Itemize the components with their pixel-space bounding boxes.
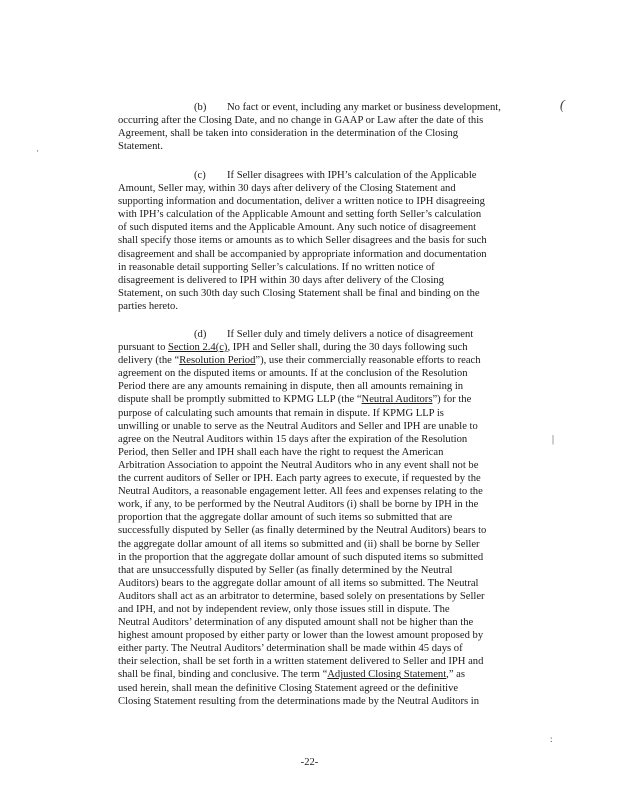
paragraph-line: Auditors shall act as an arbitrator to determine, based solely on presentations by Seller bbox=[118, 590, 485, 602]
paragraph-line: Amount, Seller may, within 30 days after delivery of the Closing Statement and bbox=[118, 183, 456, 195]
paragraph-line: the current auditors of Seller or IPH. Each party agrees to execute, if requested by the bbox=[118, 473, 481, 485]
paragraph-line: occurring after the Closing Date, and no change in GAAP or Law after the date of this bbox=[118, 115, 484, 127]
paragraph-line: and IPH, and not by independent review, only those issues still in dispute. The bbox=[118, 603, 450, 615]
paragraph-line: Auditors) bears to the aggregate dollar amount of all items so submitted. The Neutral bbox=[118, 577, 479, 589]
paragraph-line: with IPH’s calculation of the Applicable Amount and setting forth Seller’s calculation bbox=[118, 209, 482, 221]
page-number: -22- bbox=[300, 757, 319, 768]
paragraph-line: Arbitration Association to appoint the Neutral Auditors who in any event shall not be bbox=[118, 459, 479, 471]
paragraph-line: parties hereto. bbox=[118, 300, 179, 312]
paragraph-line: successfully disputed by Seller (as finally determined by the Neutral Auditors) bears to bbox=[118, 525, 487, 537]
paragraph-line: purpose of calculating such amounts that remain in dispute. If KPMG LLP is bbox=[118, 407, 444, 419]
paragraph-line: in the proportion that the aggregate dollar amount of such disputed items so submitted bbox=[118, 551, 484, 563]
paragraph-line: Statement, on such 30th day such Closing Statement shall be final and binding on the bbox=[118, 287, 480, 299]
paragraph-line: (b) No fact or event, including any market or business development, bbox=[194, 102, 501, 113]
paragraph-line: supporting information and documentation, deliver a written notice to IPH disagreeing bbox=[118, 196, 485, 208]
section-reference-link: Section 2.4(c) bbox=[168, 342, 228, 354]
defined-term-adjusted-closing-statement: Adjusted Closing Statement bbox=[327, 669, 447, 681]
paragraph-line: Closing Statement resulting from the determinations made by the Neutral Auditors in bbox=[118, 695, 480, 707]
margin-dot-mark: · bbox=[36, 146, 39, 156]
paragraph-line: pursuant to Section 2.4(c), IPH and Seller shall, during the 30 days following such bbox=[118, 342, 468, 354]
paragraph-line: Neutral Auditors’ determination of any disputed amount shall not be higher than the bbox=[118, 617, 474, 629]
paragraph-line: used herein, shall mean the definitive Closing Statement agreed or the definitive bbox=[118, 682, 459, 694]
paragraph-line: unwilling or unable to serve as the Neutral Auditors and Seller and IPH are unable to bbox=[118, 420, 478, 432]
paragraph-line: dispute shall be promptly submitted to KPMG LLP (the “Neutral Auditors”) for the bbox=[118, 394, 472, 406]
paragraph-line: of such disputed items and the Applicable Amount. Any such notice of disagreement bbox=[118, 222, 477, 234]
paragraph-line: Agreement, shall be taken into consideration in the determination of the Closing bbox=[118, 128, 459, 140]
paragraph-line: that are unsuccessfully disputed by Seller (as finally determined by the Neutral bbox=[118, 564, 453, 576]
paragraph-line: shall specify those items or amounts as to which Seller disagrees and the basis for such bbox=[118, 235, 487, 247]
paragraph-line: proportion that the aggregate dollar amount of such items so submitted that are bbox=[118, 512, 453, 524]
paragraph-line: their selection, shall be set forth in a written statement delivered to Seller and IPH and bbox=[118, 656, 484, 668]
defined-term-resolution-period: Resolution Period bbox=[179, 355, 256, 367]
paragraph-line: highest amount proposed by either party or lower than the lowest amount proposed by bbox=[118, 630, 484, 642]
paragraph-c bbox=[118, 169, 526, 313]
margin-bracket-mark: ( bbox=[558, 97, 567, 114]
paragraph-line: disagreement and shall be accompanied by appropriate information and documentation bbox=[118, 248, 487, 260]
paragraph-line: shall be final, binding and conclusive. The term “Adjusted Closing Statement,” as bbox=[118, 669, 465, 681]
paragraph-line: Statement. bbox=[118, 141, 164, 153]
margin-dot-mark: : bbox=[550, 734, 553, 744]
paragraph-line: (c) If Seller disagrees with IPH’s calculation of the Applicable bbox=[194, 170, 477, 181]
paragraph-line: agreement on the disputed items or amounts. If at the conclusion of the Resolution bbox=[118, 368, 468, 380]
paragraph-line: work, if any, to be performed by the Neutral Auditors (i) shall be borne by IPH in the bbox=[118, 499, 479, 511]
paragraph-d bbox=[118, 328, 526, 708]
paragraph-label: (d) bbox=[194, 329, 207, 340]
paragraph-line: either party. The Neutral Auditors’ determination shall be made within 45 days of bbox=[118, 643, 463, 655]
paragraph-line: (d) If Seller duly and timely delivers a notice of disagreement bbox=[194, 329, 474, 340]
defined-term-neutral-auditors: Neutral Auditors bbox=[361, 394, 433, 406]
paragraph-line: Neutral Auditors, a reasonable engagement letter. All fees and expenses relating to the bbox=[118, 486, 483, 498]
paragraph-line: Period there are any amounts remaining in dispute, then all amounts remaining in bbox=[118, 381, 464, 393]
paragraph-line: in reasonable detail supporting Seller’s calculations. If no written notice of bbox=[118, 261, 435, 273]
margin-tick-mark: | bbox=[552, 434, 555, 445]
paragraph-line: the aggregate dollar amount of all items so submitted and (ii) shall be borne by Seller bbox=[118, 538, 480, 550]
paragraph-line: agree on the Neutral Auditors within 15 days after the expiration of the Resolution bbox=[118, 433, 468, 445]
paragraph-line: delivery (the “Resolution Period”), use their commercially reasonable efforts to reach bbox=[118, 355, 481, 367]
paragraph-b bbox=[118, 101, 526, 153]
paragraph-line: Period, then Seller and IPH shall each have the right to request the American bbox=[118, 446, 444, 458]
paragraph-label: (b) bbox=[194, 102, 207, 113]
paragraph-label: (c) bbox=[194, 170, 206, 181]
paragraph-line: disagreement is delivered to IPH within 30 days after delivery of the Closing bbox=[118, 274, 444, 286]
